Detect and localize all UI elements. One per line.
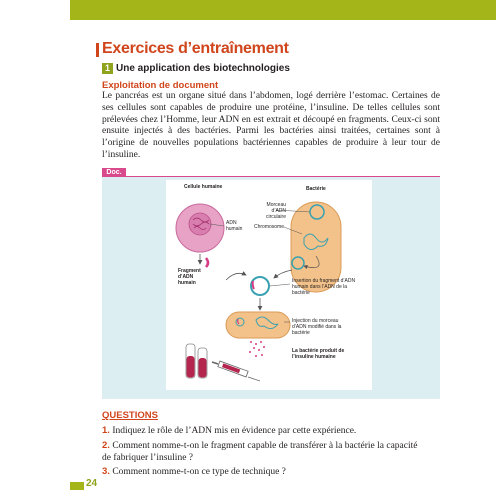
question-3 (102, 466, 422, 479)
question-3-text: Comment nomme-t-on ce type de technique ? (112, 467, 286, 477)
questions-title: QUESTIONS (102, 410, 158, 421)
dna-fragment (206, 258, 208, 267)
exercise-text: Le pancréas est un organe situé dans l’abdomen, logé derrière l’estomac. Certaines de ses cellules sont capables de produire une protéine, l’insuline. De telles cellules sont prélevées chez l’Homme, leur ADN en est extrait et découpé en fragments. Ceux-ci sont ensuite injectés à des bactéries. Parmi les bactéries ainsi traitées, certaines sont à l’origine de nouvelles populations bactériennes capables de produire à leur tour de l’insuline. (102, 91, 440, 160)
page-number-bar (70, 482, 84, 490)
label-dna-fragment: Fragment d’ADN humain (178, 268, 201, 286)
insulin-dots (249, 341, 265, 357)
label-insulin-production: La bactérie produit de l’insuline humaine (292, 348, 345, 360)
label-human-cell: Cellule humaine (184, 184, 223, 190)
human-nucleus (189, 213, 211, 235)
page-title: Exercices d’entraînement (102, 40, 289, 57)
syringe-icon (212, 361, 260, 381)
section-number: 1 (102, 63, 113, 74)
label-injection: Injection du morceau d’ADN modifié dans la bactérie (292, 318, 342, 336)
arrow-fragment-to-plasmid (226, 273, 246, 280)
question-1 (102, 425, 422, 438)
doc-label: Doc. (102, 168, 126, 177)
question-3-number: 3. (102, 466, 110, 477)
subsection-title: Exploitation de document (102, 80, 219, 91)
title-marker (96, 43, 99, 57)
inserted-fragment (253, 281, 254, 289)
section-heading (102, 63, 290, 74)
section-title: Une application des biotechnologies (116, 63, 290, 74)
label-bacterium: Bactérie (306, 186, 326, 192)
label-human-dna: ADN humain (226, 220, 243, 232)
question-2-text: Comment nomme-t-on le fragment capable de transférer à la bactérie la capacité de fabriquer l’insuline ? (102, 441, 418, 463)
question-2 (102, 440, 422, 464)
dna-transfer-diagram (166, 180, 372, 390)
question-1-number: 1. (102, 425, 110, 436)
page-number: 24 (86, 478, 98, 489)
question-1-text: Indiquez le rôle de l’ADN mis en évidence par cette expérience. (112, 426, 357, 436)
question-2-number: 2. (102, 440, 110, 451)
label-insertion: Insertion du fragment d’ADN humain dans l’ADN de la bactérie (292, 278, 356, 296)
arrow-plasmid-to-center (274, 270, 292, 278)
header-bar (70, 0, 496, 20)
label-chromosome: Chromosome (253, 224, 284, 230)
label-circular-dna: Morceau d’ADN circulaire (265, 202, 286, 220)
